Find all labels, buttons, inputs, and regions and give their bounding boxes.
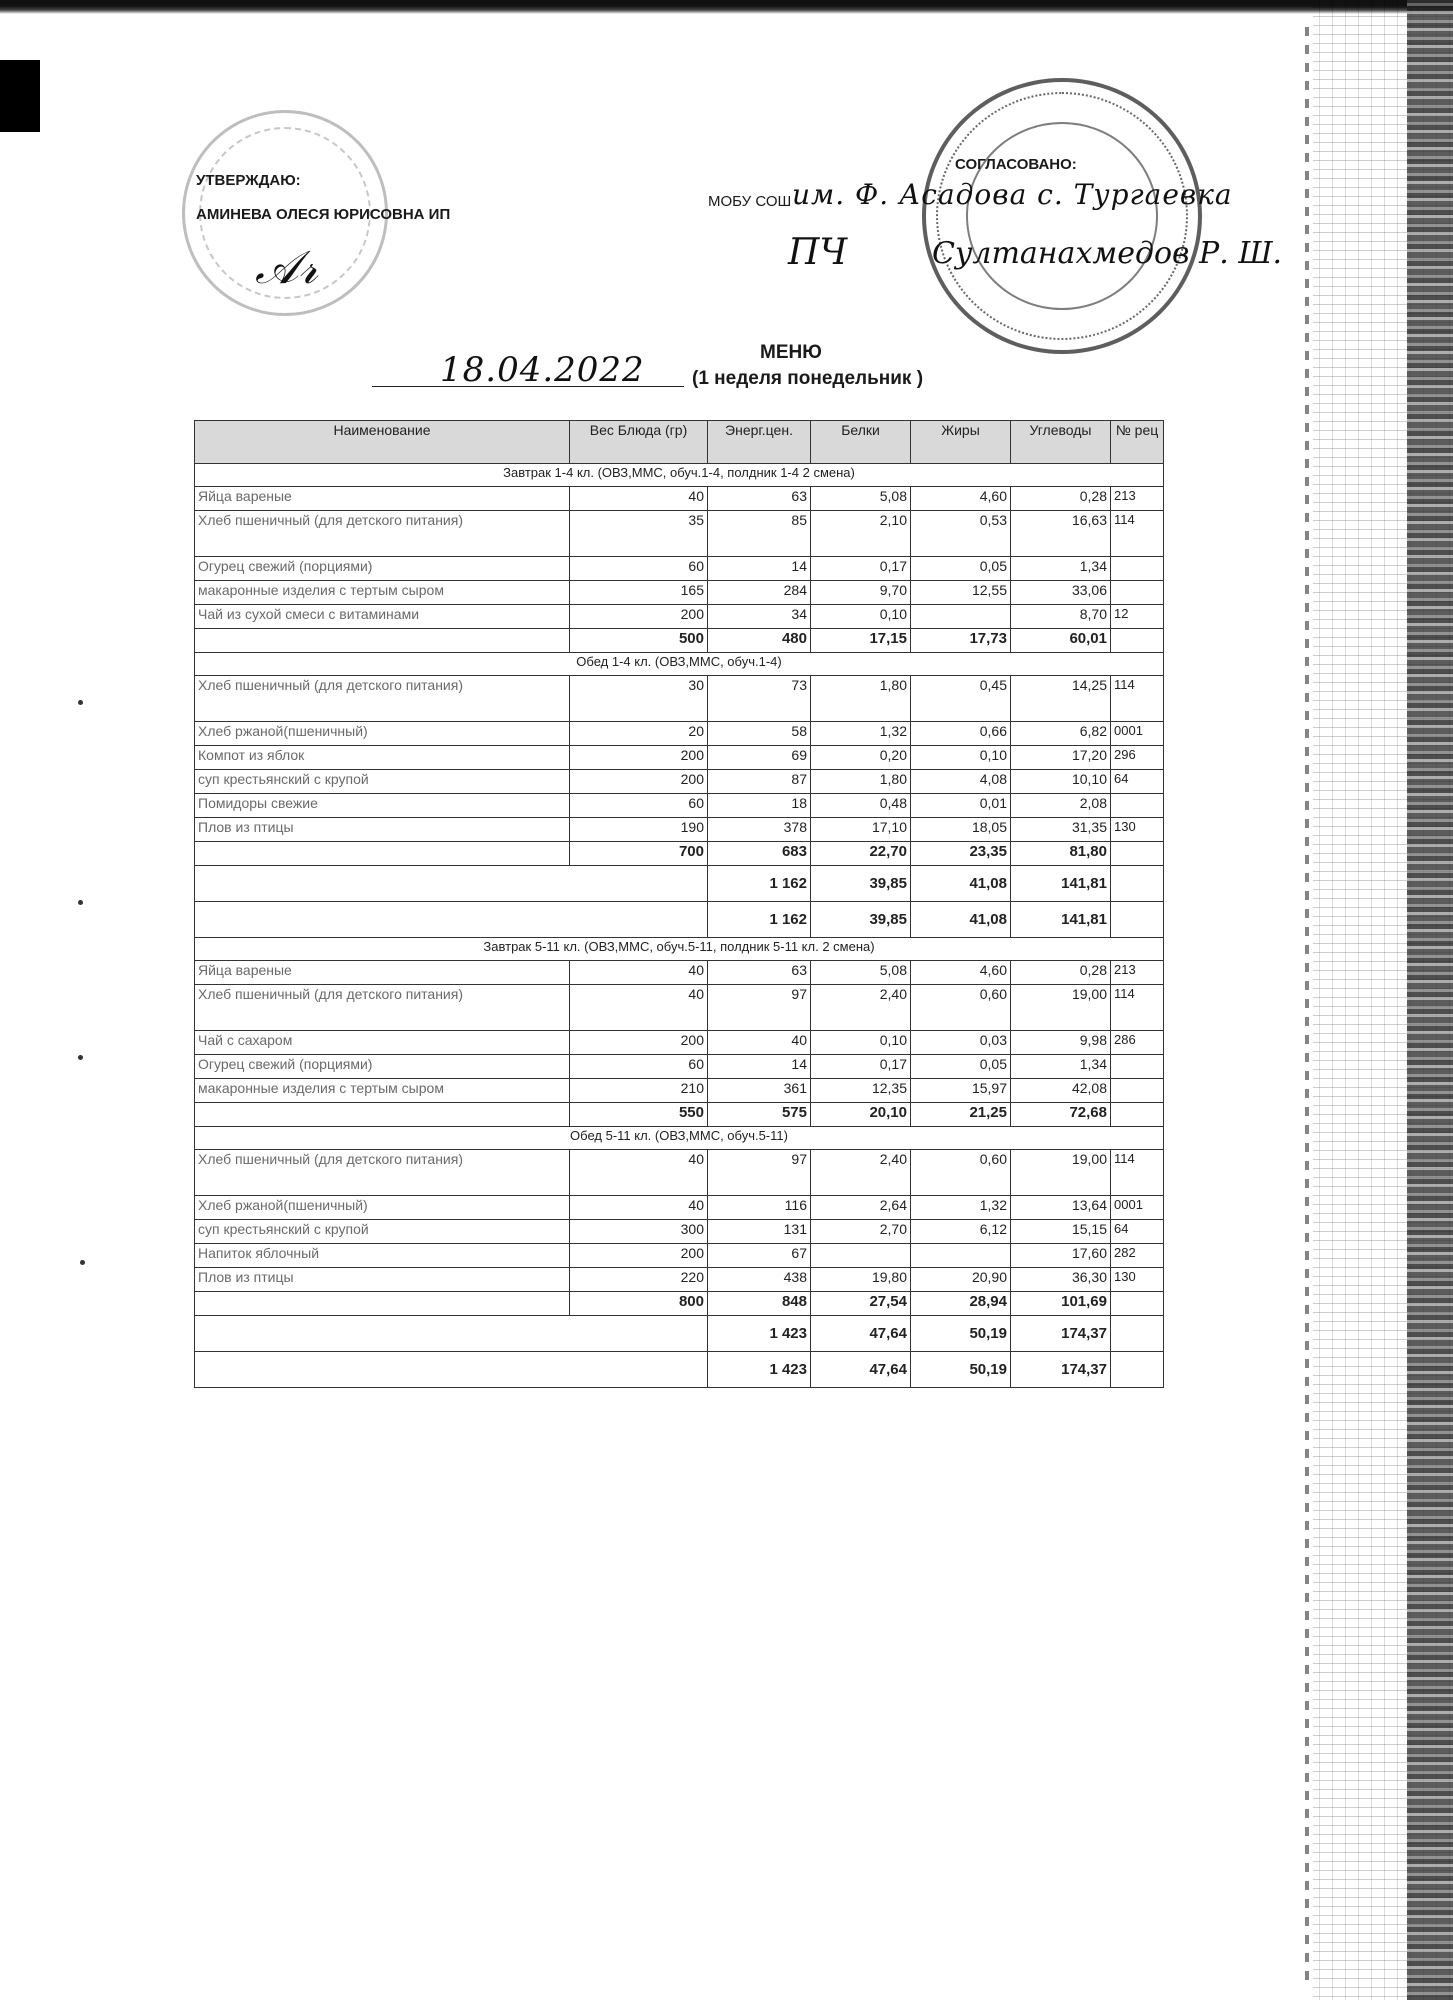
dish-carbs: 6,82 bbox=[1011, 722, 1111, 746]
table-row bbox=[195, 1150, 1164, 1196]
table-row bbox=[195, 605, 1164, 629]
dish-protein: 5,08 bbox=[811, 961, 911, 985]
dish-carbs: 36,30 bbox=[1011, 1268, 1111, 1292]
approver-signature: 𝒜𝓇 bbox=[255, 240, 318, 294]
grand-total-label bbox=[195, 902, 708, 938]
dish-carbs: 0,28 bbox=[1011, 961, 1111, 985]
total-label bbox=[195, 1292, 570, 1316]
agreement-label: СОГЛАСОВАНО: bbox=[955, 156, 1077, 173]
dish-energy: 97 bbox=[708, 985, 811, 1031]
grand-total-row bbox=[195, 866, 1164, 902]
grand-total-carbs: 174,37 bbox=[1011, 1352, 1111, 1388]
scan-top-edge bbox=[0, 0, 1453, 14]
section-header-row bbox=[195, 938, 1164, 961]
dish-carbs: 0,28 bbox=[1011, 487, 1111, 511]
table-row bbox=[195, 818, 1164, 842]
section-total-row bbox=[195, 629, 1164, 653]
dish-fat: 18,05 bbox=[911, 818, 1011, 842]
total-fat: 17,73 bbox=[911, 629, 1011, 653]
dish-carbs: 19,00 bbox=[1011, 985, 1111, 1031]
dish-weight: 200 bbox=[570, 1244, 708, 1268]
dish-energy: 378 bbox=[708, 818, 811, 842]
dish-recipe: 296 bbox=[1111, 746, 1164, 770]
dish-protein: 0,48 bbox=[811, 794, 911, 818]
table-row bbox=[195, 1079, 1164, 1103]
dish-energy: 34 bbox=[708, 605, 811, 629]
column-header-carbs: Углеводы bbox=[1011, 421, 1111, 464]
dish-protein: 5,08 bbox=[811, 487, 911, 511]
dish-protein: 12,35 bbox=[811, 1079, 911, 1103]
dish-fat: 6,12 bbox=[911, 1220, 1011, 1244]
dish-weight: 60 bbox=[570, 557, 708, 581]
total-protein: 22,70 bbox=[811, 842, 911, 866]
dish-fat: 20,90 bbox=[911, 1268, 1011, 1292]
dish-protein: 2,64 bbox=[811, 1196, 911, 1220]
dish-name: суп крестьянский с крупой bbox=[195, 1220, 570, 1244]
dish-fat: 12,55 bbox=[911, 581, 1011, 605]
column-header-recipe: № рец bbox=[1111, 421, 1164, 464]
dish-name: Яйца вареные bbox=[195, 487, 570, 511]
table-row bbox=[195, 770, 1164, 794]
menu-table bbox=[194, 420, 1164, 1388]
grand-total-fat: 41,08 bbox=[911, 902, 1011, 938]
dish-protein: 2,40 bbox=[811, 985, 911, 1031]
page-title: МЕНЮ bbox=[760, 342, 822, 363]
dish-energy: 284 bbox=[708, 581, 811, 605]
grand-total-protein: 39,85 bbox=[811, 866, 911, 902]
dish-name: Хлеб пшеничный (для детского питания) bbox=[195, 676, 570, 722]
dish-name: Чай из сухой смеси с витаминами bbox=[195, 605, 570, 629]
grand-total-recipe bbox=[1111, 866, 1164, 902]
dish-recipe: 12 bbox=[1111, 605, 1164, 629]
dish-energy: 14 bbox=[708, 1055, 811, 1079]
dish-name: суп крестьянский с крупой bbox=[195, 770, 570, 794]
column-header-name: Наименование bbox=[195, 421, 570, 464]
total-weight: 550 bbox=[570, 1103, 708, 1127]
school-prefix: МОБУ СОШ bbox=[708, 193, 792, 210]
handwritten-school-name: им. Ф. Асадова с. Тургаевка bbox=[792, 178, 1233, 211]
dish-protein: 0,17 bbox=[811, 557, 911, 581]
dish-weight: 200 bbox=[570, 605, 708, 629]
dish-name: Хлеб пшеничный (для детского питания) bbox=[195, 511, 570, 557]
dish-recipe bbox=[1111, 1079, 1164, 1103]
dish-name: Напиток яблочный bbox=[195, 1244, 570, 1268]
dish-recipe: 114 bbox=[1111, 1150, 1164, 1196]
column-header-protein: Белки bbox=[811, 421, 911, 464]
grand-total-row bbox=[195, 1352, 1164, 1388]
dish-fat: 0,03 bbox=[911, 1031, 1011, 1055]
dish-recipe bbox=[1111, 581, 1164, 605]
total-weight: 500 bbox=[570, 629, 708, 653]
dish-recipe: 64 bbox=[1111, 770, 1164, 794]
scan-blot bbox=[0, 60, 40, 132]
dish-protein: 0,10 bbox=[811, 1031, 911, 1055]
dish-weight: 60 bbox=[570, 794, 708, 818]
table-row bbox=[195, 1220, 1164, 1244]
section-title: Завтрак 5-11 кл. (ОВЗ,ММС, обуч.5-11, полдник 5-11 кл. 2 смена) bbox=[195, 938, 1164, 961]
total-label bbox=[195, 842, 570, 866]
grand-total-fat: 41,08 bbox=[911, 866, 1011, 902]
dish-recipe bbox=[1111, 794, 1164, 818]
dish-energy: 14 bbox=[708, 557, 811, 581]
dish-name: Хлеб ржаной(пшеничный) bbox=[195, 1196, 570, 1220]
dish-name: Хлеб ржаной(пшеничный) bbox=[195, 722, 570, 746]
total-energy: 575 bbox=[708, 1103, 811, 1127]
dish-energy: 63 bbox=[708, 961, 811, 985]
total-recipe bbox=[1111, 842, 1164, 866]
table-row bbox=[195, 676, 1164, 722]
dish-recipe: 213 bbox=[1111, 487, 1164, 511]
dish-weight: 30 bbox=[570, 676, 708, 722]
total-protein: 27,54 bbox=[811, 1292, 911, 1316]
grand-total-carbs: 141,81 bbox=[1011, 866, 1111, 902]
total-weight: 700 bbox=[570, 842, 708, 866]
dish-weight: 200 bbox=[570, 1031, 708, 1055]
dish-fat: 4,60 bbox=[911, 961, 1011, 985]
dish-carbs: 14,25 bbox=[1011, 676, 1111, 722]
dish-weight: 40 bbox=[570, 487, 708, 511]
dish-weight: 220 bbox=[570, 1268, 708, 1292]
dish-protein: 1,32 bbox=[811, 722, 911, 746]
school-stamp bbox=[922, 78, 1202, 354]
dish-name: Чай с сахаром bbox=[195, 1031, 570, 1055]
total-carbs: 60,01 bbox=[1011, 629, 1111, 653]
dish-weight: 40 bbox=[570, 961, 708, 985]
dish-energy: 69 bbox=[708, 746, 811, 770]
dish-name: Хлеб пшеничный (для детского питания) bbox=[195, 1150, 570, 1196]
dish-recipe: 282 bbox=[1111, 1244, 1164, 1268]
grand-total-label bbox=[195, 1316, 708, 1352]
dish-weight: 190 bbox=[570, 818, 708, 842]
dish-name: Помидоры свежие bbox=[195, 794, 570, 818]
dish-protein: 1,80 bbox=[811, 676, 911, 722]
grand-total-energy: 1 423 bbox=[708, 1352, 811, 1388]
total-label bbox=[195, 629, 570, 653]
dish-energy: 85 bbox=[708, 511, 811, 557]
dish-carbs: 19,00 bbox=[1011, 1150, 1111, 1196]
dish-carbs: 2,08 bbox=[1011, 794, 1111, 818]
dish-fat: 0,05 bbox=[911, 557, 1011, 581]
dish-protein: 0,17 bbox=[811, 1055, 911, 1079]
dish-carbs: 33,06 bbox=[1011, 581, 1111, 605]
table-row bbox=[195, 1031, 1164, 1055]
section-title: Обед 1-4 кл. (ОВЗ,ММС, обуч.1-4) bbox=[195, 653, 1164, 676]
handwritten-director-name: Султанахмедов Р. Ш. bbox=[932, 236, 1283, 271]
dish-carbs: 8,70 bbox=[1011, 605, 1111, 629]
page-subtitle: (1 неделя понедельник ) bbox=[692, 368, 924, 389]
column-header-weight: Вес Блюда (гр) bbox=[570, 421, 708, 464]
dish-carbs: 42,08 bbox=[1011, 1079, 1111, 1103]
section-total-row bbox=[195, 842, 1164, 866]
dish-fat: 0,10 bbox=[911, 746, 1011, 770]
dish-energy: 18 bbox=[708, 794, 811, 818]
dish-carbs: 13,64 bbox=[1011, 1196, 1111, 1220]
grand-total-carbs: 141,81 bbox=[1011, 902, 1111, 938]
approval-label: УТВЕРЖДАЮ: bbox=[196, 172, 301, 189]
table-row bbox=[195, 1244, 1164, 1268]
dish-energy: 67 bbox=[708, 1244, 811, 1268]
table-row bbox=[195, 581, 1164, 605]
table-row bbox=[195, 985, 1164, 1031]
dish-fat: 1,32 bbox=[911, 1196, 1011, 1220]
grand-total-fat: 50,19 bbox=[911, 1316, 1011, 1352]
total-fat: 21,25 bbox=[911, 1103, 1011, 1127]
grand-total-recipe bbox=[1111, 902, 1164, 938]
dish-protein: 2,40 bbox=[811, 1150, 911, 1196]
approver-name: АМИНЕВА ОЛЕСЯ ЮРИСОВНА ИП bbox=[196, 206, 451, 223]
total-protein: 17,15 bbox=[811, 629, 911, 653]
date-underline bbox=[372, 386, 684, 387]
total-label bbox=[195, 1103, 570, 1127]
dish-energy: 73 bbox=[708, 676, 811, 722]
total-carbs: 101,69 bbox=[1011, 1292, 1111, 1316]
dish-carbs: 17,60 bbox=[1011, 1244, 1111, 1268]
dish-name: Хлеб пшеничный (для детского питания) bbox=[195, 985, 570, 1031]
dish-carbs: 1,34 bbox=[1011, 1055, 1111, 1079]
section-header-row bbox=[195, 1127, 1164, 1150]
table-header-row bbox=[195, 421, 1164, 464]
section-total-row bbox=[195, 1292, 1164, 1316]
dish-recipe: 114 bbox=[1111, 511, 1164, 557]
scan-dot bbox=[78, 1055, 83, 1060]
total-recipe bbox=[1111, 1103, 1164, 1127]
section-title: Завтрак 1-4 кл. (ОВЗ,ММС, обуч.1-4, полдник 1-4 2 смена) bbox=[195, 464, 1164, 487]
dish-protein: 17,10 bbox=[811, 818, 911, 842]
grand-total-energy: 1 162 bbox=[708, 866, 811, 902]
scan-fold-line bbox=[1305, 20, 1309, 1980]
dish-weight: 40 bbox=[570, 1150, 708, 1196]
dish-name: Огурец свежий (порциями) bbox=[195, 1055, 570, 1079]
dish-recipe: 64 bbox=[1111, 1220, 1164, 1244]
dish-fat: 0,01 bbox=[911, 794, 1011, 818]
dish-fat: 0,53 bbox=[911, 511, 1011, 557]
total-carbs: 72,68 bbox=[1011, 1103, 1111, 1127]
dish-fat: 4,08 bbox=[911, 770, 1011, 794]
grand-total-row bbox=[195, 902, 1164, 938]
dish-weight: 300 bbox=[570, 1220, 708, 1244]
grand-total-recipe bbox=[1111, 1316, 1164, 1352]
dish-fat: 0,60 bbox=[911, 1150, 1011, 1196]
grand-total-energy: 1 162 bbox=[708, 902, 811, 938]
dish-weight: 165 bbox=[570, 581, 708, 605]
handwritten-position: ПЧ bbox=[788, 232, 848, 273]
grand-total-carbs: 174,37 bbox=[1011, 1316, 1111, 1352]
section-title: Обед 5-11 кл. (ОВЗ,ММС, обуч.5-11) bbox=[195, 1127, 1164, 1150]
dish-carbs: 10,10 bbox=[1011, 770, 1111, 794]
dish-weight: 20 bbox=[570, 722, 708, 746]
grand-total-protein: 47,64 bbox=[811, 1316, 911, 1352]
scan-dot bbox=[78, 700, 83, 705]
approval-block bbox=[196, 164, 450, 232]
dish-protein: 2,70 bbox=[811, 1220, 911, 1244]
total-recipe bbox=[1111, 629, 1164, 653]
dish-weight: 60 bbox=[570, 1055, 708, 1079]
scan-dot bbox=[80, 1260, 85, 1265]
column-header-fat: Жиры bbox=[911, 421, 1011, 464]
dish-recipe: 130 bbox=[1111, 818, 1164, 842]
total-carbs: 81,80 bbox=[1011, 842, 1111, 866]
grand-total-protein: 47,64 bbox=[811, 1352, 911, 1388]
section-header-row bbox=[195, 653, 1164, 676]
dish-recipe bbox=[1111, 557, 1164, 581]
grand-total-label bbox=[195, 1352, 708, 1388]
dish-recipe: 114 bbox=[1111, 676, 1164, 722]
section-header-row bbox=[195, 464, 1164, 487]
dish-energy: 361 bbox=[708, 1079, 811, 1103]
dish-protein: 9,70 bbox=[811, 581, 911, 605]
total-fat: 28,94 bbox=[911, 1292, 1011, 1316]
dish-protein: 0,20 bbox=[811, 746, 911, 770]
dish-weight: 200 bbox=[570, 770, 708, 794]
dish-energy: 438 bbox=[708, 1268, 811, 1292]
total-weight: 800 bbox=[570, 1292, 708, 1316]
dish-name: макаронные изделия с тертым сыром bbox=[195, 1079, 570, 1103]
dish-fat: 15,97 bbox=[911, 1079, 1011, 1103]
dish-fat: 0,05 bbox=[911, 1055, 1011, 1079]
dish-energy: 131 bbox=[708, 1220, 811, 1244]
grand-total-row bbox=[195, 1316, 1164, 1352]
dish-recipe: 286 bbox=[1111, 1031, 1164, 1055]
dish-energy: 97 bbox=[708, 1150, 811, 1196]
dish-energy: 58 bbox=[708, 722, 811, 746]
total-energy: 480 bbox=[708, 629, 811, 653]
dish-name: Плов из птицы bbox=[195, 1268, 570, 1292]
dish-carbs: 17,20 bbox=[1011, 746, 1111, 770]
dish-recipe: 213 bbox=[1111, 961, 1164, 985]
scan-edge-right bbox=[1407, 0, 1453, 2000]
grand-total-fat: 50,19 bbox=[911, 1352, 1011, 1388]
column-header-energy: Энерг.цен. bbox=[708, 421, 811, 464]
table-row bbox=[195, 487, 1164, 511]
dish-weight: 210 bbox=[570, 1079, 708, 1103]
dish-name: Компот из яблок bbox=[195, 746, 570, 770]
grand-total-label bbox=[195, 866, 708, 902]
dish-weight: 35 bbox=[570, 511, 708, 557]
total-energy: 848 bbox=[708, 1292, 811, 1316]
dish-carbs: 9,98 bbox=[1011, 1031, 1111, 1055]
table-row bbox=[195, 557, 1164, 581]
dish-protein: 19,80 bbox=[811, 1268, 911, 1292]
dish-weight: 40 bbox=[570, 1196, 708, 1220]
total-recipe bbox=[1111, 1292, 1164, 1316]
table-row bbox=[195, 1055, 1164, 1079]
dish-energy: 87 bbox=[708, 770, 811, 794]
dish-name: макаронные изделия с тертым сыром bbox=[195, 581, 570, 605]
dish-recipe: 0001 bbox=[1111, 722, 1164, 746]
total-protein: 20,10 bbox=[811, 1103, 911, 1127]
dish-energy: 63 bbox=[708, 487, 811, 511]
dish-name: Плов из птицы bbox=[195, 818, 570, 842]
dish-fat: 4,60 bbox=[911, 487, 1011, 511]
scan-dot bbox=[78, 900, 83, 905]
menu-table-body bbox=[195, 464, 1164, 1388]
section-total-row bbox=[195, 1103, 1164, 1127]
table-row bbox=[195, 746, 1164, 770]
dish-name: Огурец свежий (порциями) bbox=[195, 557, 570, 581]
table-row bbox=[195, 511, 1164, 557]
total-fat: 23,35 bbox=[911, 842, 1011, 866]
dish-recipe: 0001 bbox=[1111, 1196, 1164, 1220]
dish-carbs: 16,63 bbox=[1011, 511, 1111, 557]
dish-weight: 200 bbox=[570, 746, 708, 770]
handwritten-date: 18.04.2022 bbox=[440, 350, 645, 390]
dish-fat bbox=[911, 1244, 1011, 1268]
table-row bbox=[195, 1196, 1164, 1220]
dish-protein bbox=[811, 1244, 911, 1268]
dish-carbs: 15,15 bbox=[1011, 1220, 1111, 1244]
dish-carbs: 31,35 bbox=[1011, 818, 1111, 842]
grand-total-protein: 39,85 bbox=[811, 902, 911, 938]
dish-fat: 0,66 bbox=[911, 722, 1011, 746]
table-row bbox=[195, 794, 1164, 818]
dish-energy: 40 bbox=[708, 1031, 811, 1055]
dish-name: Яйца вареные bbox=[195, 961, 570, 985]
dish-protein: 0,10 bbox=[811, 605, 911, 629]
dish-protein: 2,10 bbox=[811, 511, 911, 557]
dish-recipe: 114 bbox=[1111, 985, 1164, 1031]
dish-protein: 1,80 bbox=[811, 770, 911, 794]
dish-fat bbox=[911, 605, 1011, 629]
table-row bbox=[195, 1268, 1164, 1292]
total-energy: 683 bbox=[708, 842, 811, 866]
dish-carbs: 1,34 bbox=[1011, 557, 1111, 581]
dish-recipe bbox=[1111, 1055, 1164, 1079]
grand-total-energy: 1 423 bbox=[708, 1316, 811, 1352]
dish-recipe: 130 bbox=[1111, 1268, 1164, 1292]
table-row bbox=[195, 722, 1164, 746]
dish-energy: 116 bbox=[708, 1196, 811, 1220]
grand-total-recipe bbox=[1111, 1352, 1164, 1388]
dish-weight: 40 bbox=[570, 985, 708, 1031]
dish-fat: 0,60 bbox=[911, 985, 1011, 1031]
dish-fat: 0,45 bbox=[911, 676, 1011, 722]
table-row bbox=[195, 961, 1164, 985]
